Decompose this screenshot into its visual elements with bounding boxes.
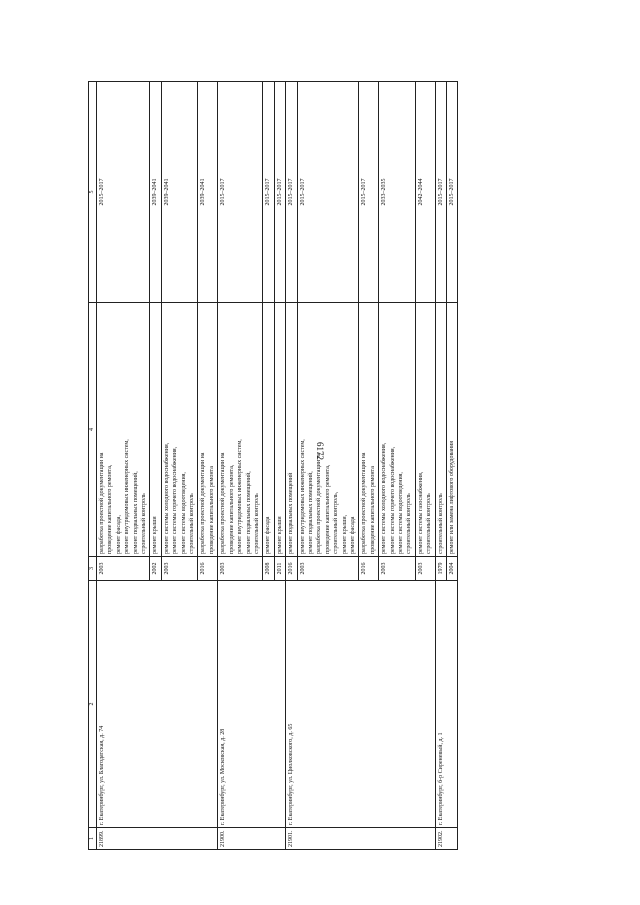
year-cell: 2003 [161, 557, 198, 581]
works-cell [286, 303, 297, 557]
works-cell [97, 303, 150, 557]
page-number: 6172 [315, 442, 325, 460]
works-cell [447, 303, 458, 557]
work-item: ремонт крыши, [341, 514, 348, 554]
work-item: строительный контроль, [333, 491, 340, 554]
works-cell [274, 303, 285, 557]
year-cell: 2003 [97, 557, 150, 581]
work-item: ремонт фасада [349, 516, 356, 554]
work-item: ремонт внутридомовых инженерных систем, [299, 439, 306, 554]
work-item: разработка проектной документации на [361, 452, 368, 554]
table-row [218, 82, 263, 850]
works-cell [379, 303, 416, 557]
works-cell [161, 303, 198, 557]
year-cell: 2016 [359, 557, 379, 581]
record-address: г. Екатеринбург, б-р Сиреневый, д. 1 [435, 581, 458, 828]
year-cell: 2003 [297, 557, 359, 581]
work-item: проведение капитального ремонта, [324, 464, 331, 554]
period-cell: 2039–2041 [161, 82, 198, 303]
work-item: строительный контроль [426, 493, 433, 554]
works-cell [415, 303, 435, 557]
works-cell [218, 303, 263, 557]
work-item: ремонт подвальных помещений, [307, 471, 314, 554]
work-item: ремонт системы водоотведения, [398, 472, 404, 554]
work-item: строительный контроль [253, 493, 260, 554]
table-body [97, 82, 458, 850]
record-number: 21901. [286, 828, 436, 850]
record-number: 21902. [435, 828, 458, 850]
work-item: ремонт системы газоснабжения, [417, 471, 424, 554]
work-item: разработка проектной документации на [200, 452, 207, 554]
header-col-3: 3 [89, 557, 97, 581]
table-row [97, 82, 150, 850]
header-col-1: 1 [89, 828, 97, 850]
work-item: ремонт или замена лифтового оборудования [449, 440, 456, 554]
work-item: строительный контроль [437, 493, 444, 554]
work-item: строительный контроль [141, 493, 148, 554]
period-cell: 2039–2041 [198, 82, 218, 303]
work-item: ремонт системы холодного водоснабжения, [163, 442, 170, 554]
work-item: строительный контроль [189, 493, 196, 554]
record-number: 21899. [97, 828, 218, 850]
year-cell: 2002 [150, 557, 161, 581]
record-address: г. Екатеринбург, ул. Московская, д. 28 [218, 581, 286, 828]
year-cell: 2016 [286, 557, 297, 581]
repair-schedule-table [88, 81, 458, 850]
period-cell: 2015–2017 [435, 82, 446, 303]
work-item: проведение капитального ремонта [208, 466, 215, 554]
record-address: г. Екатеринбург, ул. Циолковского, д. 65 [286, 581, 436, 828]
period-cell: 2015–2017 [97, 82, 150, 303]
record-address: г. Екатеринбург, ул. Благодатская, д. 74 [97, 581, 218, 828]
works-cell [150, 303, 161, 557]
table-row [435, 82, 446, 850]
work-item: проведение капитального ремонта, [107, 464, 114, 554]
work-item: ремонт фасада [265, 516, 272, 554]
work-item: разработка проектной документации на [220, 452, 227, 554]
year-cell: 2003 [379, 557, 416, 581]
period-cell: 2039–2041 [150, 82, 161, 303]
period-cell: 2015–2017 [286, 82, 297, 303]
header-col-5: 5 [89, 82, 97, 303]
period-cell: 2015–2017 [447, 82, 458, 303]
period-cell: 2015–2017 [274, 82, 285, 303]
works-cell [263, 303, 274, 557]
work-item: ремонт системы водоотведения, [180, 472, 187, 554]
work-item: ремонт крыши [152, 516, 159, 554]
year-cell: 1979 [435, 557, 446, 581]
period-cell: 2015–2017 [359, 82, 379, 303]
period-cell: 2042–2044 [415, 82, 435, 303]
work-item: проведение капитального ремонта [369, 466, 376, 554]
works-cell [359, 303, 379, 557]
year-cell: 2008 [263, 557, 274, 581]
period-cell: 2015–2017 [297, 82, 359, 303]
header-row [89, 82, 97, 850]
work-item: ремонт подвальных помещений, [132, 471, 139, 554]
work-item: ремонт подвальных помещений, [245, 471, 252, 554]
works-cell [435, 303, 446, 557]
year-cell: 2004 [447, 557, 458, 581]
year-cell: 2003 [218, 557, 263, 581]
record-number: 21900. [218, 828, 286, 850]
year-cell: 2016 [198, 557, 218, 581]
year-cell: 2011 [274, 557, 285, 581]
work-item: ремонт системы горячего водоснабжения, [172, 446, 179, 554]
work-item: проведение капитального ремонта, [228, 464, 235, 554]
work-item: разработка проектной документации на [99, 452, 105, 554]
work-item: ремонт системы горячего водоснабжения, [389, 446, 396, 554]
year-cell: 2003 [415, 557, 435, 581]
header-col-4: 4 [89, 303, 97, 557]
work-item: ремонт фасада, [115, 515, 122, 554]
work-item: ремонт подвальных помещений [288, 472, 295, 554]
period-cell: 2015–2017 [218, 82, 263, 303]
period-cell: 2033–2035 [379, 82, 416, 303]
works-cell [297, 303, 359, 557]
header-col-2: 2 [89, 581, 97, 828]
period-cell: 2015–2017 [263, 82, 274, 303]
work-item: ремонт системы холодного водоснабжения, [381, 442, 388, 554]
works-cell [198, 303, 218, 557]
work-item: разработка проектной документации на [316, 452, 323, 554]
work-item: строительный контроль [406, 493, 413, 554]
table-row [286, 82, 297, 850]
rotated-table-container [88, 82, 563, 850]
work-item: ремонт внутридомовых инженерных систем, [124, 439, 131, 554]
work-item: ремонт крыши [276, 516, 283, 554]
work-item: ремонт внутридомовых инженерных систем, [237, 439, 244, 554]
